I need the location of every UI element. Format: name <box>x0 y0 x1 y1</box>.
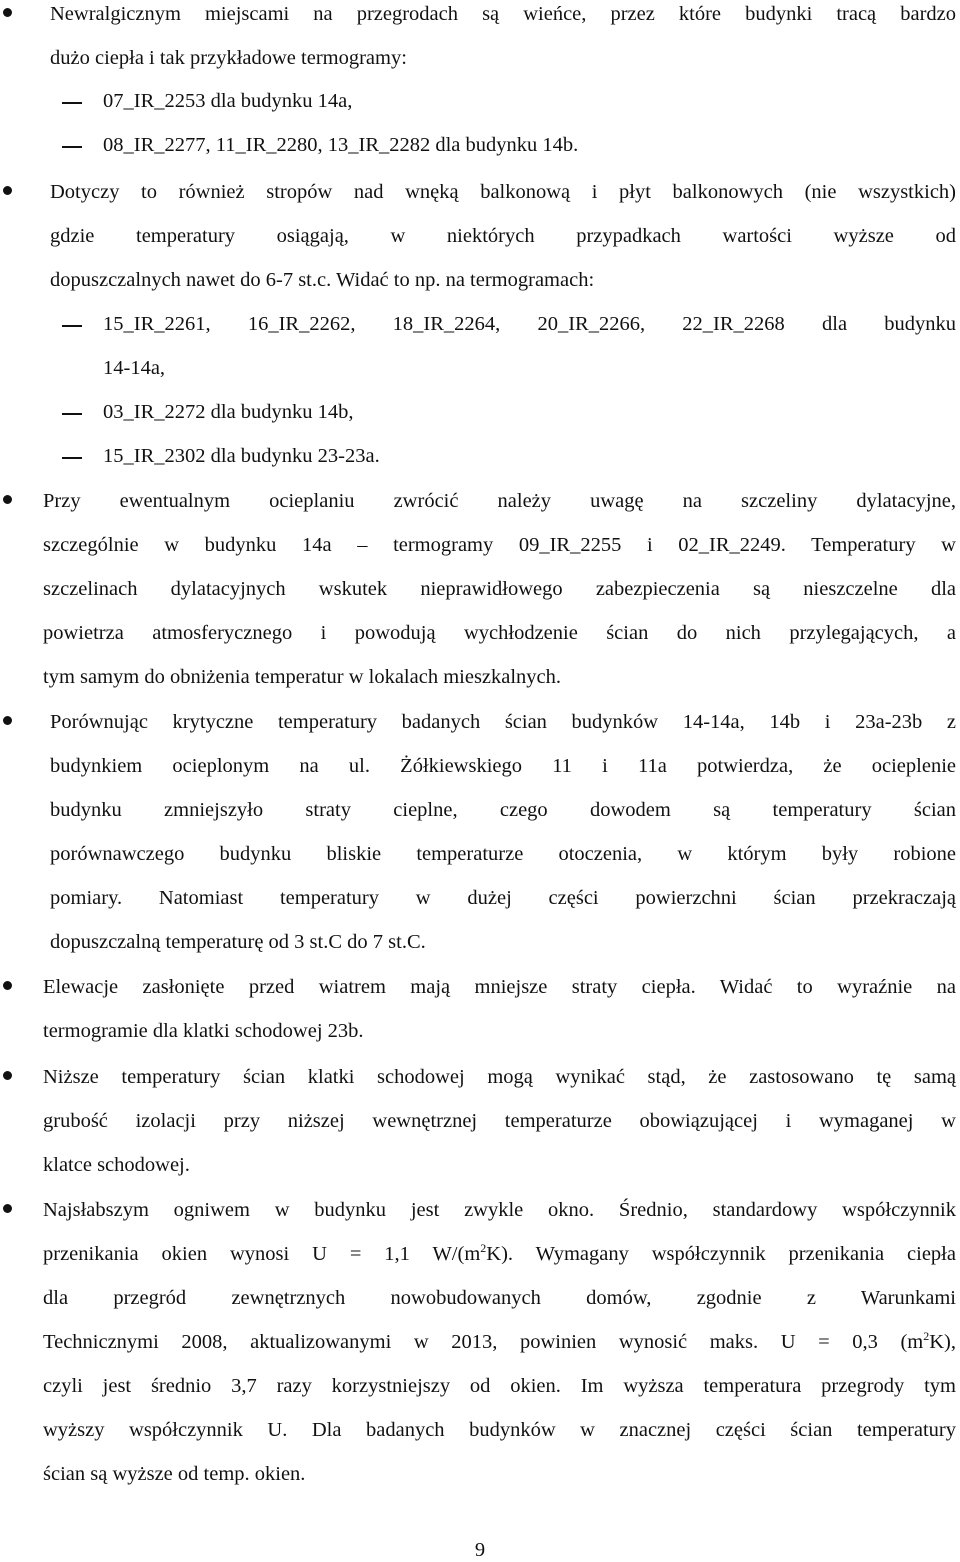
text-line: przenikania okien wynosi U = 1,1 $W/(m^2K)$. Wymagany współczynnik przenikania ciepła <box>43 1241 956 1265</box>
text-line: Elewacje zasłonięte przed wiatrem mają mniejsze straty ciepła. Widać to wyraźnie na <box>43 976 956 998</box>
subitem-line: 08_IR_2277, 11_IR_2280, 13_IR_2282 dla budynku 14b. <box>103 134 579 156</box>
text-line: Dotyczy to również stropów nad wnęką balkonową i płyt balkonowych (nie wszystkich) <box>50 181 956 203</box>
bullet-icon <box>3 186 12 195</box>
dash-icon <box>62 457 82 459</box>
dash-icon <box>62 102 82 104</box>
text-line: Niższe temperatury ścian klatki schodowej mogą wynikać stąd, że zastosowano tę samą <box>43 1066 956 1088</box>
page-number: 9 <box>474 1539 486 1561</box>
text-line: pomiary. Natomiast temperatury w dużej części powierzchni ścian przekraczają <box>50 887 956 909</box>
subitem-line: 03_IR_2272 dla budynku 14b, <box>103 401 354 423</box>
text-line: dużo ciepła i tak przykładowe termogramy: <box>50 47 407 69</box>
subitem-line: 07_IR_2253 dla budynku 14a, <box>103 90 353 112</box>
text-line: Newralgicznym miejscami na przegrodach są wieńce, przez które budynki tracą bardzo <box>50 3 956 25</box>
text-line: budynkiem ocieplonym na ul. Żółkiewskiego 11 i 11a potwierdza, że ocieplenie <box>50 755 956 777</box>
text-line: powietrza atmosferycznego i powodują wychłodzenie ścian do nich przylegających, a <box>43 622 956 644</box>
text-line: termogramie dla klatki schodowej 23b. <box>43 1020 364 1042</box>
bullet-icon <box>3 981 12 990</box>
text-line: czyli jest średnio 3,7 razy korzystniejszy od okien. Im wyższa temperatura przegrody tym <box>43 1375 956 1397</box>
text-line: budynku zmniejszyło straty cieplne, czego dowodem są temperatury ścian <box>50 799 956 821</box>
text-line: dopuszczalną temperaturę od 3 st.C do 7 st.C. <box>50 931 426 953</box>
text-line: porównawczego budynku bliskie temperaturze otoczenia, w którym były robione <box>50 843 956 865</box>
text-line: dla przegród zewnętrznych nowobudowanych domów, zgodnie z Warunkami <box>43 1287 956 1309</box>
text-line: ścian są wyższe od temp. okien. <box>43 1463 306 1485</box>
bullet-icon <box>3 716 12 725</box>
text-line: dopuszczalnych nawet do 6-7 st.c. Widać to np. na termogramach: <box>50 269 595 291</box>
dash-icon <box>62 413 82 415</box>
bullet-icon <box>3 8 12 17</box>
text-line: wyższy współczynnik U. Dla badanych budynków w znacznej części ścian temperatury <box>43 1419 956 1441</box>
text-line: gdzie temperatury osiągają, w niektórych przypadkach wartości wyższe od <box>50 225 956 247</box>
bullet-icon <box>3 1204 12 1213</box>
bullet-icon <box>3 495 12 504</box>
subitem-line: 15_IR_2302 dla budynku 23-23a. <box>103 445 380 467</box>
dash-icon <box>62 146 82 148</box>
text-line: szczelinach dylatacyjnych wskutek nieprawidłowego zabezpieczenia są nieszczelne dla <box>43 578 956 600</box>
text-line: tym samym do obniżenia temperatur w lokalach mieszkalnych. <box>43 666 562 688</box>
text-line: Najsłabszym ogniwem w budynku jest zwykle okno. Średnio, standardowy współczynnik <box>43 1199 956 1221</box>
text-line: Technicznymi 2008, aktualizowanymi w 2013, powinien wynosić maks. U = 0,3 $(m^2K)$, <box>43 1329 956 1353</box>
dash-icon <box>62 325 82 327</box>
bullet-icon <box>3 1071 12 1080</box>
text-line: Przy ewentualnym ocieplaniu zwrócić należy uwagę na szczeliny dylatacyjne, <box>43 490 956 512</box>
text-line: grubość izolacji przy niższej wewnętrznej temperaturze obowiązującej i wymaganej w <box>43 1110 956 1132</box>
text-line: klatce schodowej. <box>43 1154 190 1176</box>
subitem-line: 15_IR_2261, 16_IR_2262, 18_IR_2264, 20_IR_2266, 22_IR_2268 dla budynku <box>103 313 956 335</box>
text-line: Porównując krytyczne temperatury badanych ścian budynków 14-14a, 14b i 23a-23b z <box>50 711 956 733</box>
subitem-line: 14-14a, <box>103 357 166 379</box>
text-line: szczególnie w budynku 14a – termogramy 09_IR_2255 i 02_IR_2249. Temperatury w <box>43 534 956 556</box>
